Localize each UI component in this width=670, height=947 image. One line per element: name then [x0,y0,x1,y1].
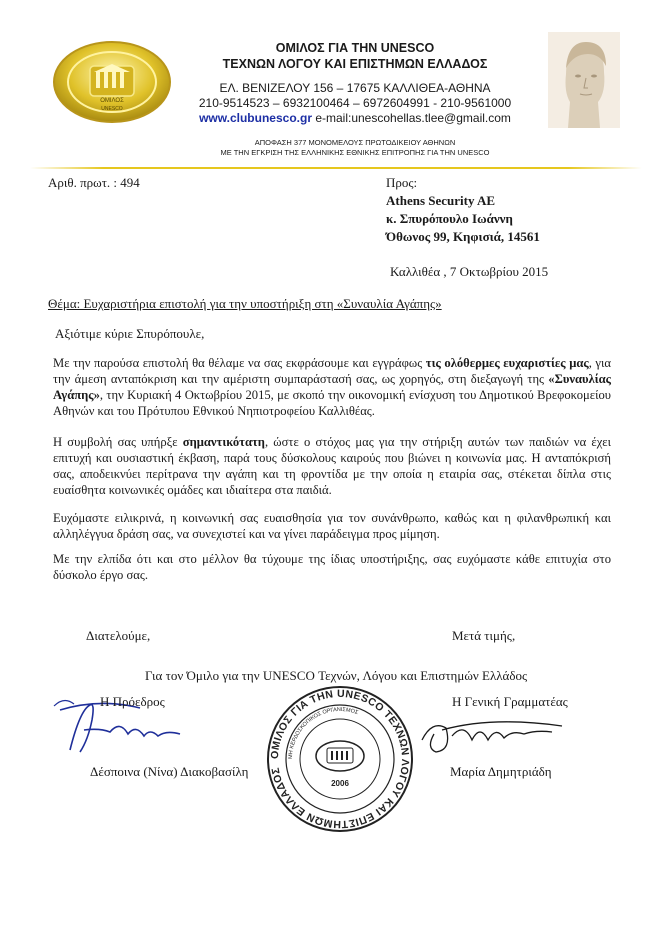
closing-left: Διατελούμε, [86,628,151,643]
organization-phones: 210-9514523 – 6932100464 – 6972604991 - 210-9561000 [198,96,512,110]
logo-text: ΟΜΙΛΟΣ [100,98,124,104]
president-title: Η Πρόεδρος [100,694,165,709]
p1-emphasis-thanks: τις ολόθερμες ευχαριστίες μας [425,356,589,370]
letter-date: Καλλιθέα , 7 Οκτωβρίου 2015 [390,264,549,279]
organization-address: ΕΛ. ΒΕΝΙΖΕΛΟΥ 156 – 17675 ΚΑΛΛΙΘΕΑ-ΑΘΗΝΑ [219,81,491,95]
header-divider [30,167,642,169]
president-name: Δέσποινα (Νίνα) Διακοβασίλη [90,764,249,779]
recipient-block [386,174,540,246]
website-link[interactable]: www.clubunesco.gr [199,111,312,125]
stamp-year: 2006 [331,779,349,788]
letter-subject: Θέμα: Ευχαριστήρια επιστολή για την υποστήριξη στη «Συναυλία Αγάπης» [48,296,442,311]
stamp-ring-text: ΟΜΙΛΟΣ ΓΙΑ ΤΗΝ UNESCO ΤΕΧΝΩΝ ΛΟΓΟΥ ΚΑΙ ΕΠΙΣΤΗΜΩΝ ΕΛΛΑΔΟΣ [268,687,412,831]
stamp-inner-text: ΜΗ ΚΕΡΔΟΣΚΟΠΙΚΟΣ ΟΡΓΑΝΙΣΜΟΣ [287,706,359,760]
body-paragraph-3: Ευχόμαστε ειλικρινά, η κοινωνική σας ευαισθησία για τον συνάνθρωπο, καθώς και η φιλανθρωπική και αλληλέγγυα δράση σας, να συνεχιστεί και να γίνει παράδειγμα προς μίμηση. [53,511,611,541]
organization-name [180,40,530,72]
recipient-company: Athens Security AE [386,193,496,208]
org-name-line2: ΤΕΧΝΩΝ ΛΟΓΟΥ ΚΑΙ ΕΠΙΣΤΗΜΩΝ ΕΛΛΑΔΟΣ [222,57,488,71]
statue-head-image [548,32,620,128]
p1-emphasis-concert: «Συναυλίας Αγάπης» [53,372,611,402]
body-paragraph-4: Με την ελπίδα ότι και στο μέλλον θα τύχουμε της ίδιας υποστήριξης, σας ευχόμαστε κάθε επιτυχία στο δύσκολο έργο σας. [53,552,611,582]
protocol-number: Αριθ. πρωτ. : 494 [48,175,140,190]
recipient-address: Όθωνος 99, Κηφισιά, 14561 [386,229,540,244]
p1-text-e: , την Κυριακή 4 Οκτωβρίου 2015, με σκοπό την οικονομική ενίσχυση του Δημοτικού Βρεφοκομείου Αθηνών και του Πρότυπου Εθνικού Νηπιοτροφείου Καλλιθέας. [53,388,611,418]
secretary-signature [412,700,572,770]
secretary-title: Η Γενική Γραμματέας [452,694,568,709]
p2-text-a: Η συμβολή σας υπήρξε [53,435,183,449]
salutation: Αξιότιμε κύριε Σπυρόπουλε, [55,326,205,341]
p1-text-c: , για την άμεση ανταπόκριση και την αμέριστη συμπαράστασή σας, ως χορηγός, στη διεξαγωγή της [53,356,611,386]
closing-right: Μετά τιμής, [452,628,516,643]
recipient-person: κ. Σπυρόπουλο Ιωάννη [386,211,513,226]
organization-contact [180,111,530,126]
logo-subtext: UNESCO [101,106,123,112]
recipient-label: Προς: [386,175,418,190]
organization-logo [52,40,172,124]
email-text: e-mail:unescohellas.tlee@gmail.com [311,111,511,125]
p2-emphasis: σημαντικότατη [182,435,265,449]
on-behalf-line: Για τον Όμιλο για την UNESCO Τεχνών, Λόγου και Επιστημών Ελλάδος [145,668,528,683]
organization-stamp [265,684,415,834]
decision-line1: ΑΠΟΦΑΣΗ 377 ΜΟΝΟΜΕΛΟΥΣ ΠΡΩΤΟΔΙΚΕΙΟΥ ΑΘΗΝΩΝ [254,138,456,147]
org-name-line1: ΟΜΙΛΟΣ ΓΙΑ ΤΗΝ UNESCO [275,41,435,55]
body-paragraph-2 [53,434,611,498]
p1-text-a: Με την παρούσα επιστολή θα θέλαμε να σας εκφράσουμε και εγγράφως [53,356,426,370]
p2-text-c: , ώστε ο στόχος μας για την στήριξη αυτών των παιδιών να έχει επιτυχή και ουσιαστική έκβαση, παρά τους δύσκολους καιρούς που βιώνει η κοινωνία μας. Η ανταπόκρισή σας, αποδεικνύει περίτρανα την αγάπη και τη φροντίδα με την οποία η εταιρία σας, στέκεται δίπλα στις ευαίσθητα κοινωνικές ομάδες και ιδιαίτερα στα παιδιά. [53,435,611,497]
decision-line2: ΜΕ ΤΗΝ ΕΓΚΡΙΣΗ ΤΗΣ ΕΛΛΗΝΙΚΗΣ ΕΘΝΙΚΗΣ ΕΠΙΤΡΟΠΗΣ ΓΙΑ ΤΗΝ UNESCO [220,148,490,157]
body-paragraph-1 [53,355,611,419]
court-decision-note [180,138,530,158]
secretary-name: Μαρία Δημητριάδη [450,764,552,779]
